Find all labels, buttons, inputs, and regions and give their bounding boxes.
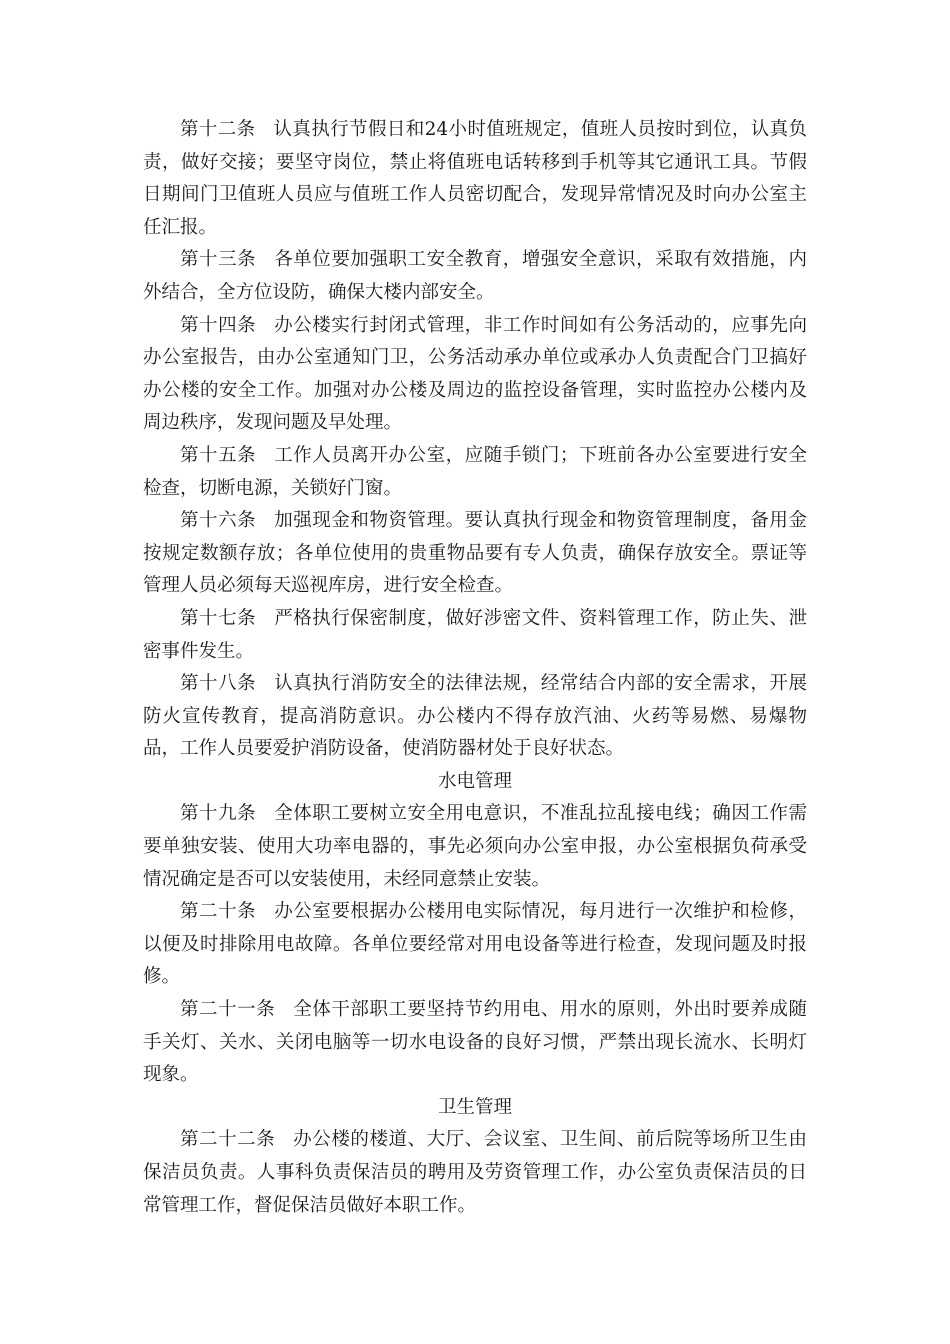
article-text: 办公室要根据办公楼用电实际情况，每月进行一次维护和检修，以便及时排除用电故障。各单位要经常对用电设备等进行检查，发现问题及时报修。 — [143, 901, 807, 988]
article-19 — [143, 798, 807, 896]
article-text: 办公楼实行封闭式管理，非工作时间如有公务活动的，应事先向办公室报告，由办公室通知门卫，公务活动承办单位或承办人负责配合门卫搞好办公楼的安全工作。加强对办公楼及周边的监控设备管理，实时监控办公楼内及周边秩序，发现问题及早处理。 — [143, 314, 807, 434]
article-text: 全体干部职工要坚持节约用电、用水的原则，外出时要养成随手关灯、关水、关闭电脑等一切水电设备的良好习惯，严禁出现长流水、长明灯现象。 — [143, 999, 807, 1086]
article-number: 第十八条 — [180, 673, 257, 695]
section-heading-utilities: 水电管理 — [437, 770, 512, 792]
article-20 — [143, 896, 807, 994]
article-number: 第十五条 — [180, 444, 257, 466]
article-number: 第十三条 — [180, 249, 257, 271]
article-text: 认真执行消防安全的法律法规，经常结合内部的安全需求，开展防火宣传教育，提高消防意识。办公楼内不得存放汽油、火药等易燃、易爆物品，工作人员要爱护消防设备，使消防器材处于良好状态。 — [143, 673, 807, 760]
article-22 — [143, 1124, 807, 1222]
article-number: 第二十一条 — [180, 999, 276, 1021]
article-text: 严格执行保密制度，做好涉密文件、资料管理工作，防止失、泄密事件发生。 — [143, 607, 807, 662]
article-number: 第十四条 — [180, 314, 257, 336]
article-16 — [143, 505, 807, 603]
article-number: 第二十二条 — [180, 1129, 276, 1151]
article-15 — [143, 440, 807, 505]
article-17 — [143, 603, 807, 668]
article-12 — [143, 114, 807, 244]
article-text: 全体职工要树立安全用电意识，不准乱拉乱接电线；确因工作需要单独安装、使用大功率电器的，事先必须向办公室申报，办公室根据负荷承受情况确定是否可以安装使用，未经同意禁止安装。 — [143, 803, 807, 890]
article-text: 加强现金和物资管理。要认真执行现金和物资管理制度，备用金按规定数额存放；各单位使用的贵重物品要有专人负责，确保存放安全。票证等管理人员必须每天巡视库房，进行安全检查。 — [143, 510, 807, 597]
article-21 — [143, 994, 807, 1092]
article-14 — [143, 310, 807, 440]
article-number: 第十九条 — [180, 803, 257, 825]
article-number: 第二十条 — [180, 901, 257, 923]
article-18 — [143, 668, 807, 766]
article-text: 办公楼的楼道、大厅、会议室、卫生间、前后院等场所卫生由保洁员负责。人事科负责保洁员的聘用及劳资管理工作，办公室负责保洁员的日常管理工作，督促保洁员做好本职工作。 — [143, 1129, 807, 1216]
article-number: 第十七条 — [180, 607, 257, 629]
article-number: 第十二条 — [180, 119, 256, 140]
article-text: 认真执行节假日和24小时值班规定，值班人员按时到位，认真负责，做好交接；要坚守岗位，禁止将值班电话转移到手机等其它通讯工具。节假日期间门卫值班人员应与值班工作人员密切配合，发现异常情况及时向办公室主任汇报。 — [143, 119, 807, 238]
article-text: 各单位要加强职工安全教育，增强安全意识，采取有效措施，内外结合，全方位设防，确保大楼内部安全。 — [143, 249, 807, 303]
article-number: 第十六条 — [180, 510, 257, 532]
article-text: 工作人员离开办公室，应随手锁门；下班前各办公室要进行安全检查，切断电源，关锁好门窗。 — [143, 444, 807, 499]
section-heading-sanitation: 卫生管理 — [437, 1096, 512, 1118]
article-13 — [143, 244, 807, 309]
document-page — [143, 114, 807, 1222]
